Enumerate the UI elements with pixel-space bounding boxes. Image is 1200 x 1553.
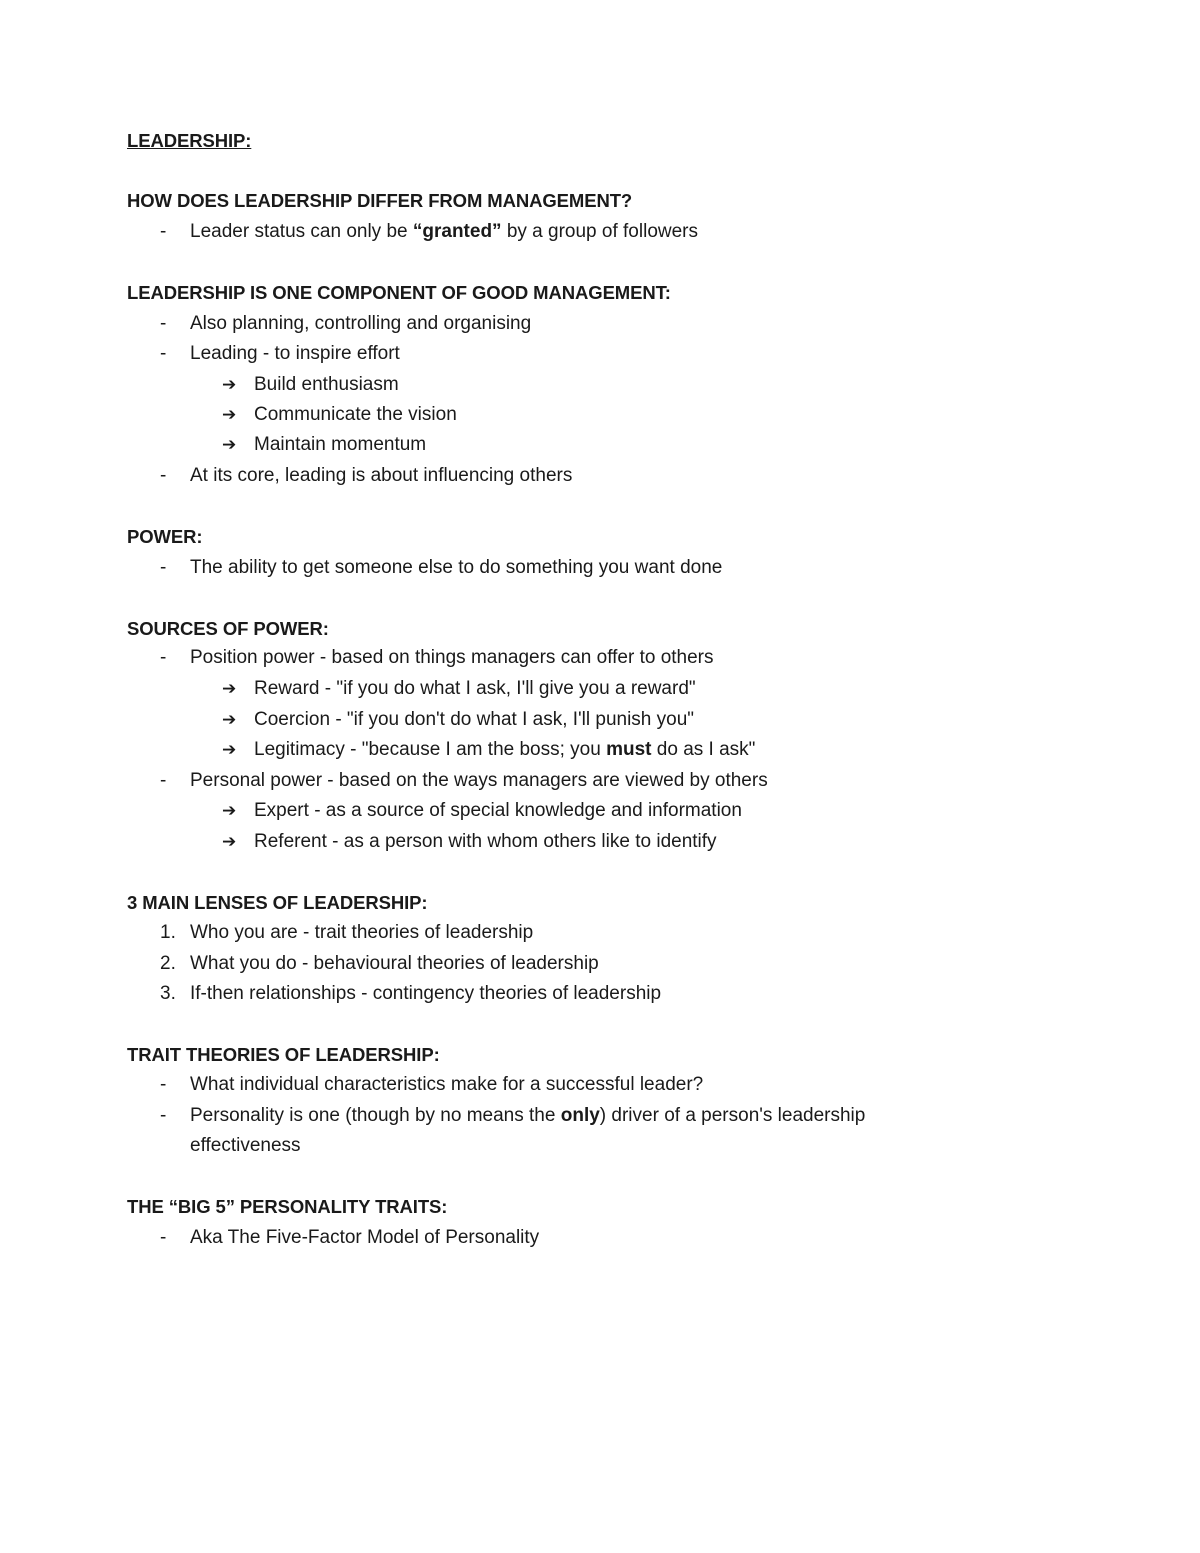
arrow-bullet-icon: ➔ <box>222 405 237 424</box>
arrow-bullet-icon: ➔ <box>222 801 237 820</box>
bullet-text: What individual characteristics make for a successful leader? <box>190 1074 704 1095</box>
arrow-bullet-icon: ➔ <box>222 375 237 394</box>
document-title: LEADERSHIP: <box>127 130 252 151</box>
arrow-bullet-icon: ➔ <box>222 832 237 851</box>
dash-bullet-icon: - <box>160 465 167 486</box>
arrow-bullet-icon: ➔ <box>222 679 237 698</box>
sub-bullet-text: Legitimacy - "because I am the boss; you must do as I ask" <box>254 739 756 760</box>
sub-bullet-text: Reward - "if you do what I ask, I'll give you a reward" <box>254 678 696 699</box>
sub-bullet-text: Referent - as a person with whom others like to identify <box>254 831 717 852</box>
dash-bullet-icon: - <box>160 647 167 668</box>
bullet-text: effectiveness <box>190 1135 301 1156</box>
bullet-text: Leader status can only be “granted” by a group of followers <box>190 221 699 242</box>
section-heading: THE “BIG 5” PERSONALITY TRAITS: <box>127 1196 448 1217</box>
dash-bullet-icon: - <box>160 221 167 242</box>
sub-bullet-text: Expert - as a source of special knowledge and information <box>254 800 742 821</box>
item-text: If-then relationships - contingency theories of leadership <box>190 983 662 1004</box>
arrow-bullet-icon: ➔ <box>222 710 237 729</box>
section-heading: 3 MAIN LENSES OF LEADERSHIP: <box>127 892 428 913</box>
sub-bullet-text: Coercion - "if you don't do what I ask, I'll punish you" <box>254 709 695 730</box>
section-heading: SOURCES OF POWER: <box>127 618 329 639</box>
sub-bullet-text: Communicate the vision <box>254 404 457 425</box>
section-heading: HOW DOES LEADERSHIP DIFFER FROM MANAGEMENT? <box>127 190 633 211</box>
bullet-text: Personal power - based on the ways managers are viewed by others <box>190 770 768 791</box>
bullet-text: Leading - to inspire effort <box>190 343 400 364</box>
item-text: Who you are - trait theories of leadership <box>190 922 534 943</box>
dash-bullet-icon: - <box>160 343 167 364</box>
dash-bullet-icon: - <box>160 770 167 791</box>
section-heading: POWER: <box>127 526 203 547</box>
bullet-text: Aka The Five-Factor Model of Personality <box>190 1227 540 1248</box>
section-heading: LEADERSHIP IS ONE COMPONENT OF GOOD MANAGEMENT: <box>127 282 671 303</box>
dash-bullet-icon: - <box>160 1105 167 1126</box>
bullet-text: Also planning, controlling and organising <box>190 313 532 334</box>
item-number: 3. <box>160 983 176 1004</box>
section-heading: TRAIT THEORIES OF LEADERSHIP: <box>127 1044 440 1065</box>
dash-bullet-icon: - <box>160 1074 167 1095</box>
bullet-text: Personality is one (though by no means the only) driver of a person's leadership <box>190 1105 866 1126</box>
item-text: What you do - behavioural theories of leadership <box>190 953 599 974</box>
arrow-bullet-icon: ➔ <box>222 740 237 759</box>
bullet-text: The ability to get someone else to do something you want done <box>190 557 723 578</box>
bullet-text: At its core, leading is about influencing others <box>190 465 573 486</box>
item-number: 2. <box>160 953 176 974</box>
arrow-bullet-icon: ➔ <box>222 435 237 454</box>
sub-bullet-text: Maintain momentum <box>254 434 427 455</box>
sub-bullet-text: Build enthusiasm <box>254 374 399 395</box>
dash-bullet-icon: - <box>160 313 167 334</box>
dash-bullet-icon: - <box>160 1227 167 1248</box>
bullet-text: Position power - based on things managers can offer to others <box>190 647 714 668</box>
dash-bullet-icon: - <box>160 557 167 578</box>
item-number: 1. <box>160 922 176 943</box>
